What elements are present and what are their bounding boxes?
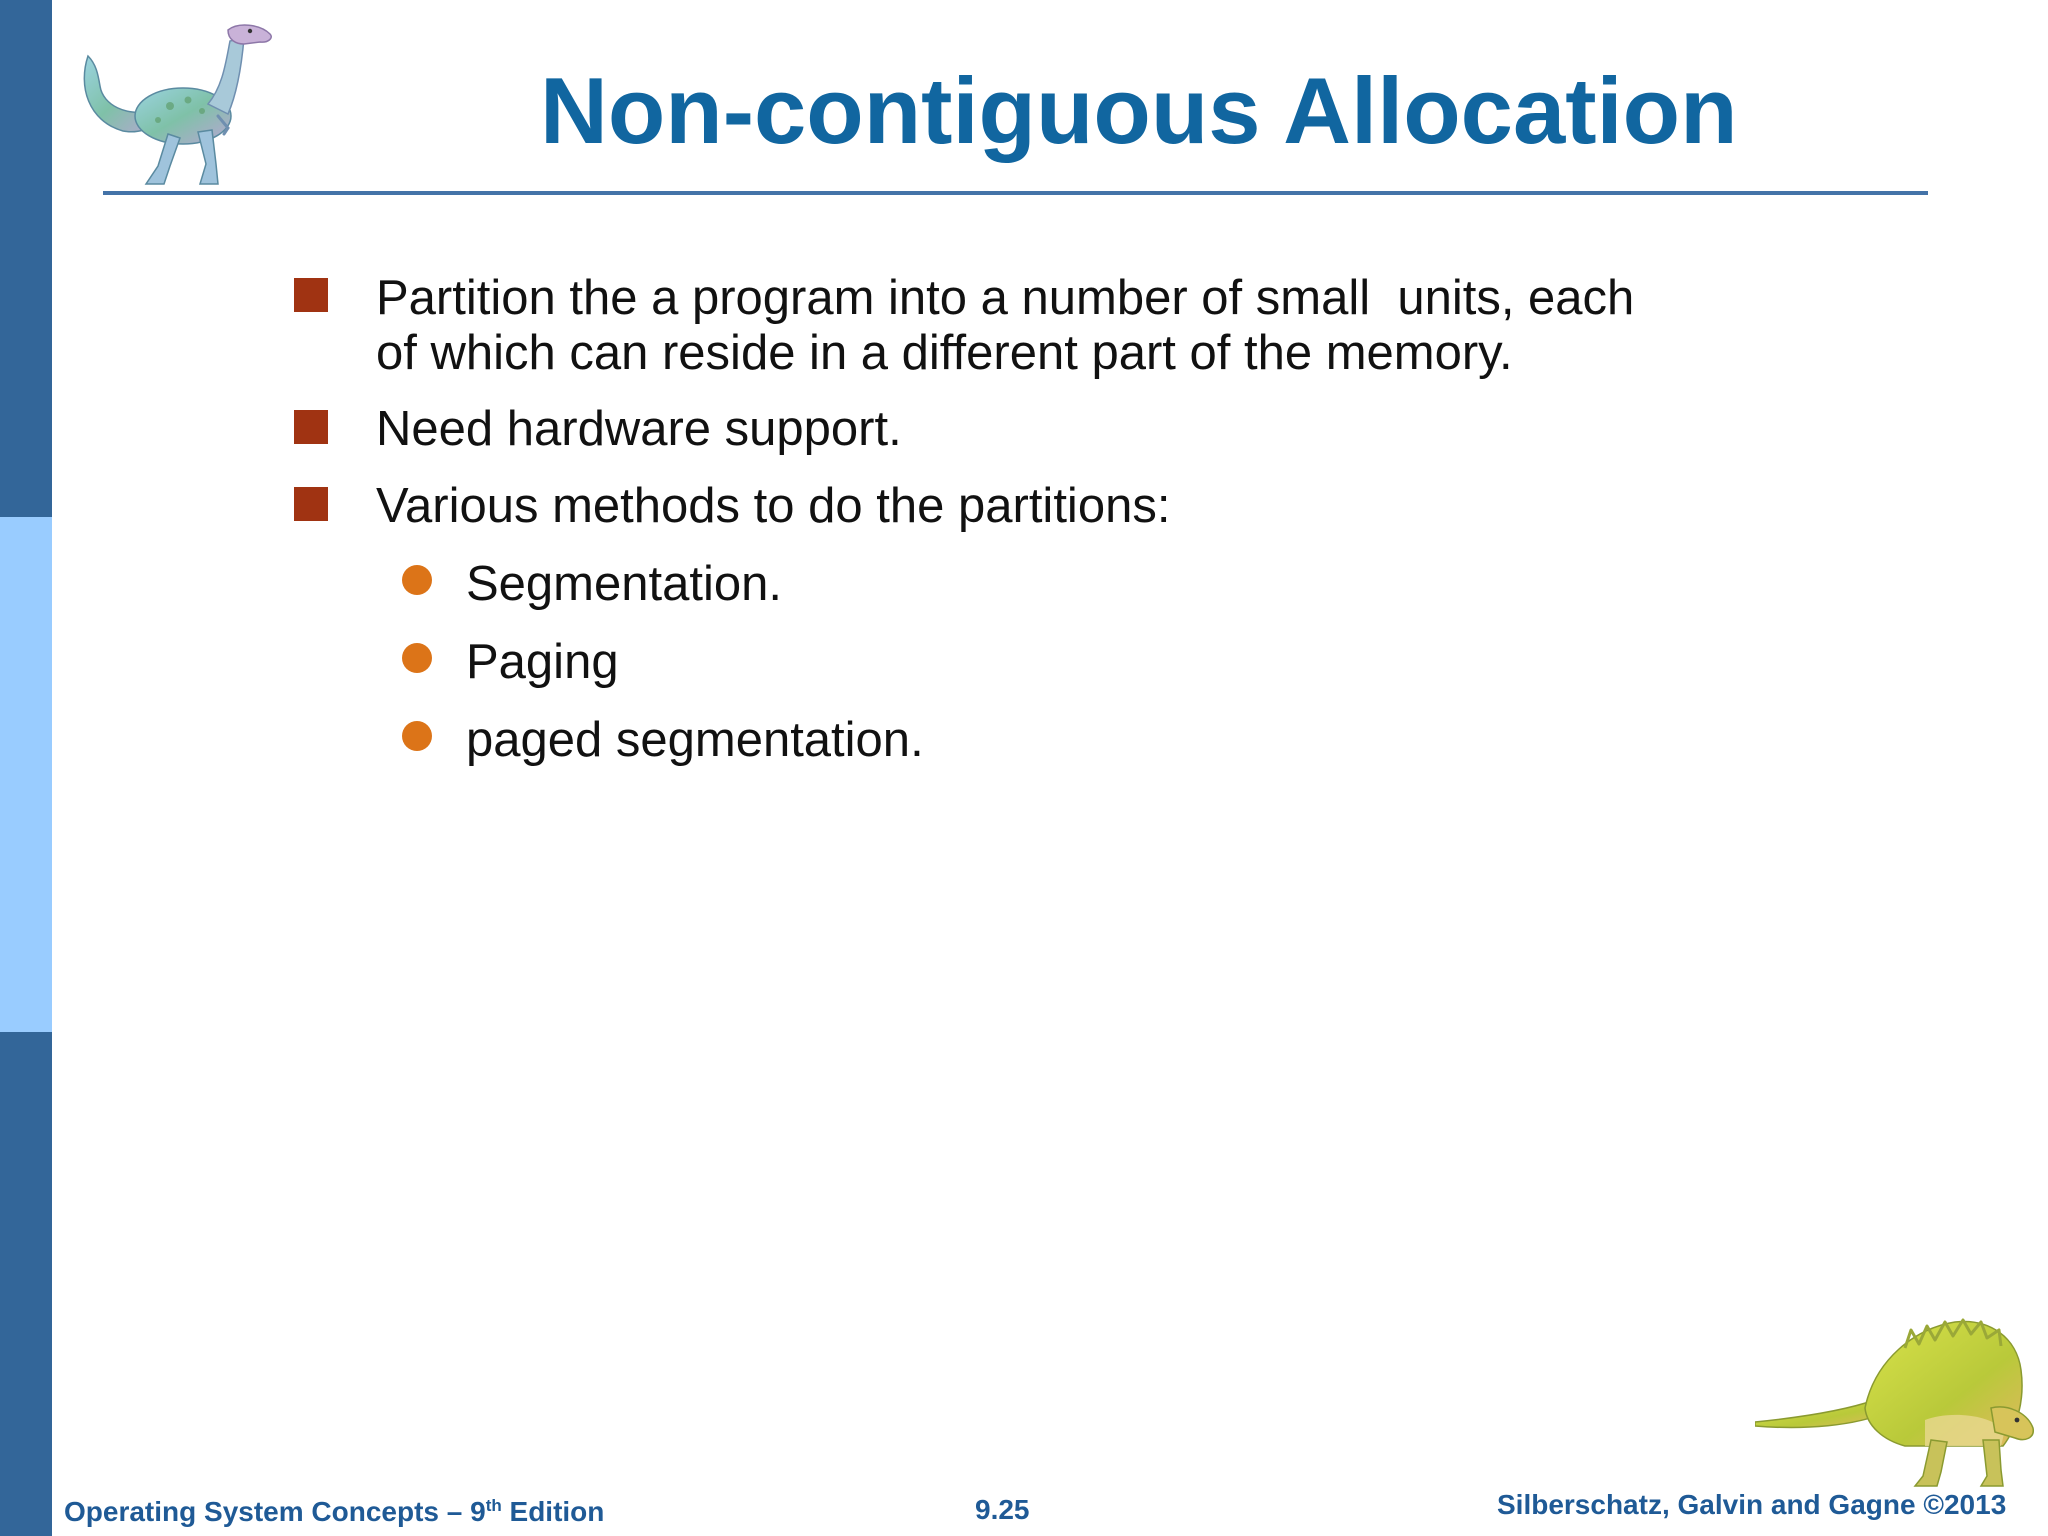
bullet-dot-icon xyxy=(402,643,432,673)
footer-book-title xyxy=(64,1495,604,1529)
bullet-square-icon xyxy=(294,487,328,521)
bullet-3-line-1: Various methods to do the partitions: xyxy=(376,479,1171,533)
bullet-1-line-2: of which can reside in a different part of the memory. xyxy=(376,326,1513,380)
sub-bullet-1: Segmentation. xyxy=(466,557,782,611)
footer-book-title-suffix: Edition xyxy=(501,1496,605,1527)
slide-title: Non-contiguous Allocation xyxy=(540,58,1738,163)
bullet-1-line-1: Partition the a program into a number of small units, each xyxy=(376,271,1635,325)
sub-bullet-3: paged segmentation. xyxy=(466,713,924,767)
bullet-dot-icon xyxy=(402,721,432,751)
bullet-2-line-1: Need hardware support. xyxy=(376,402,902,456)
bullet-dot-icon xyxy=(402,565,432,595)
sub-bullet-2: Paging xyxy=(466,635,619,689)
footer-book-title-sup: th xyxy=(485,1496,502,1515)
dinosaur-icon xyxy=(1755,1300,2045,1490)
footer-page-number: 9.25 xyxy=(975,1494,1030,1525)
footer-copyright: Silberschatz, Galvin and Gagne ©2013 xyxy=(1497,1489,2007,1520)
footer-book-title-prefix: Operating System Concepts – 9 xyxy=(64,1496,486,1527)
bullet-square-icon xyxy=(294,278,328,312)
bullet-square-icon xyxy=(294,410,328,444)
